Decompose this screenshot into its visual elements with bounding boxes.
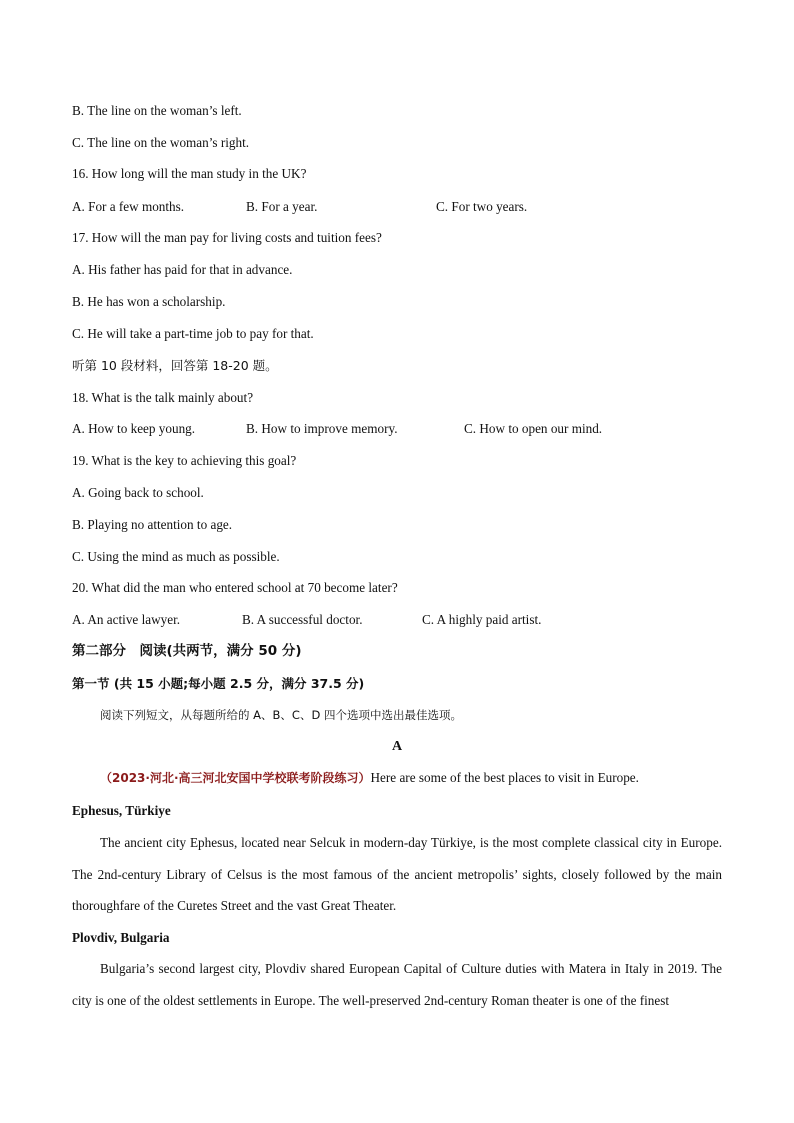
q18-option-c: C. How to open our mind. (464, 421, 603, 436)
q18-question: 18. What is the talk mainly about? (72, 390, 254, 405)
q19-question: 19. What is the key to achieving this goal? (72, 453, 297, 468)
passage-letter: A (391, 739, 403, 754)
q19-option-c: C. Using the mind as much as possible. (72, 549, 280, 564)
q15-option-b: B. The line on the woman’s left. (72, 103, 242, 118)
q19-option-b: B. Playing no attention to age. (72, 517, 233, 532)
q17-option-c: C. He will take a part-time job to pay for that. (72, 326, 314, 341)
place2-title: Plovdiv, Bulgaria (72, 930, 170, 945)
q17-question: 17. How will the man pay for living costs and tuition fees? (72, 230, 382, 245)
passage-intro: Here are some of the best places to visit in Europe. (370, 770, 639, 785)
place1-paragraph: The ancient city Ephesus, located near Selcuk in modern-day Türkiye, is the most complete classical city in Europe. The 2nd-century Library of Celsus is the most famous of the ancient metropolis’ sights, closely followed by the main thoroughfare of the Curetes Street and the vast Great Theater. (72, 835, 722, 913)
q16-option-a: A. For a few months. (72, 199, 185, 214)
passage-intro-line (100, 770, 639, 786)
q18-option-b: B. How to improve memory. (246, 421, 398, 436)
q20-option-c: C. A highly paid artist. (422, 612, 542, 627)
part2-title: 第二部分 阅读(共两节，满分 50 分) (72, 643, 302, 659)
q16-option-b: B. For a year. (246, 199, 318, 214)
source-note: （2023·河北·高三河北安国中学校联考阶段练习） (100, 771, 371, 785)
q19-option-a: A. Going back to school. (72, 485, 204, 500)
q20-option-b: B. A successful doctor. (242, 612, 363, 627)
place2-paragraph: Bulgaria’s second largest city, Plovdiv shared European Capital of Culture duties with Matera in Italy in 2019. The city is one of the oldest settlements in Europe. The well-preserved 2nd-century Roman theater is one of the finest (72, 961, 722, 1008)
reading-instruction: 阅读下列短文，从每题所给的 A、B、C、D 四个选项中选出最佳选项。 (100, 708, 462, 722)
material-10-instruction: 听第 10 段材料，回答第 18-20 题。 (72, 358, 278, 373)
q20-question: 20. What did the man who entered school at 70 become later? (72, 580, 398, 595)
q18-option-a: A. How to keep young. (72, 421, 196, 436)
q17-option-b: B. He has won a scholarship. (72, 294, 226, 309)
q17-option-a: A. His father has paid for that in advance. (72, 262, 293, 277)
q16-question: 16. How long will the man study in the UK? (72, 166, 307, 181)
section1-title: 第一节 (共 15 小题;每小题 2.5 分，满分 37.5 分) (72, 676, 365, 691)
q15-option-c: C. The line on the woman’s right. (72, 135, 250, 150)
q20-option-a: A. An active lawyer. (72, 612, 181, 627)
place1-title: Ephesus, Türkiye (72, 803, 171, 818)
q16-option-c: C. For two years. (436, 199, 528, 214)
